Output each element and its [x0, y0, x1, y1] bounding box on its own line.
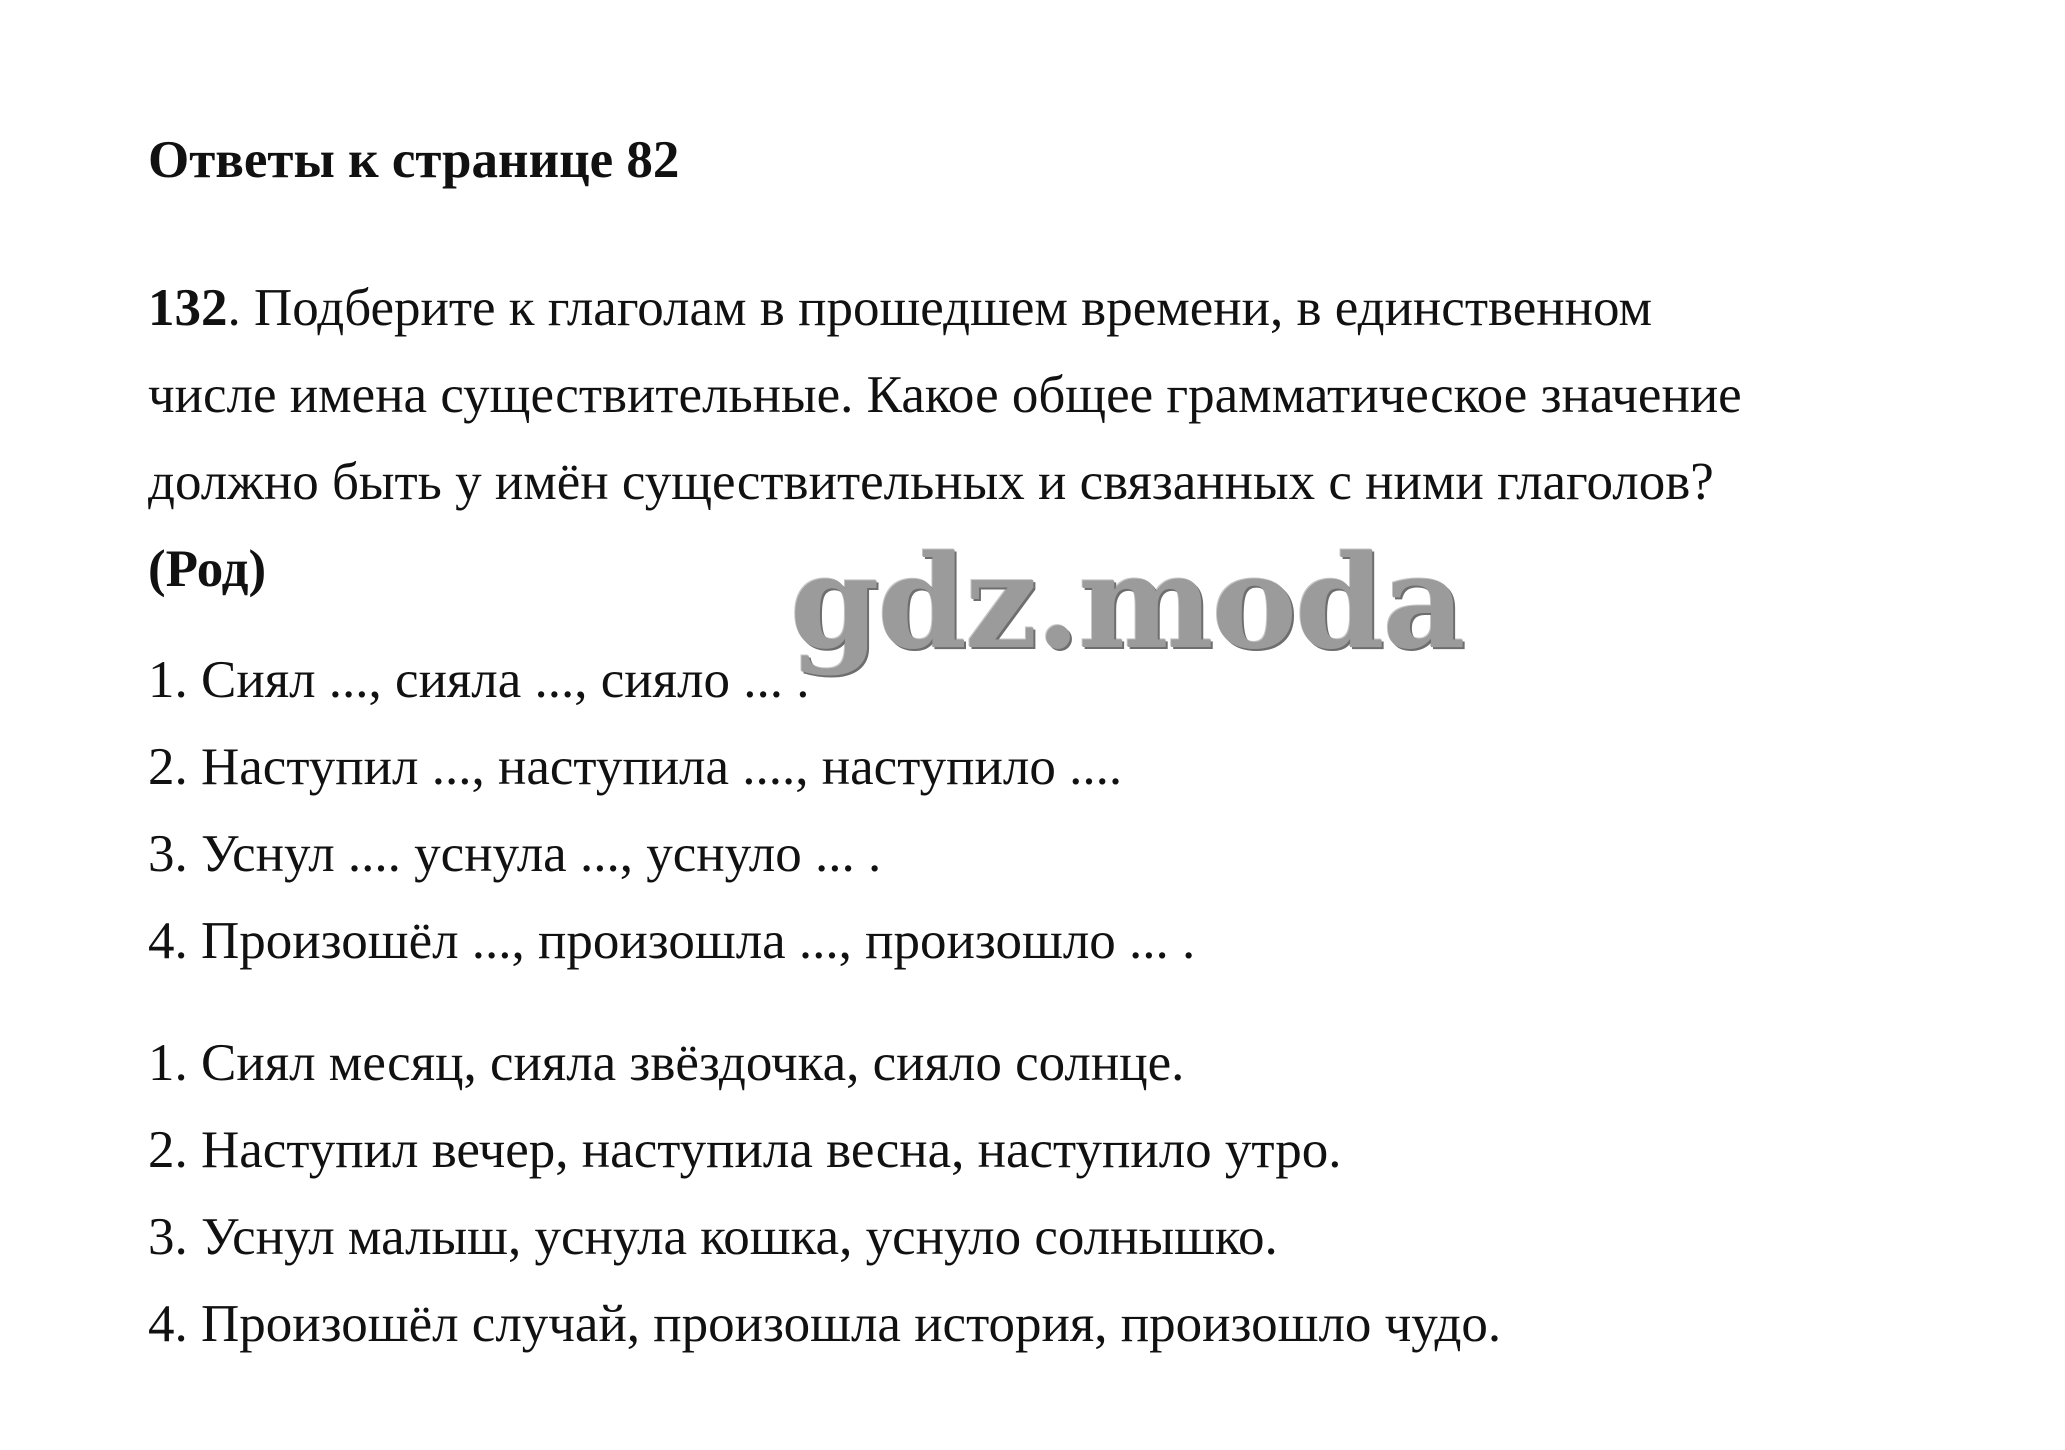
prompt-list: [148, 637, 1948, 985]
task-line-1-text: . Подберите к глаголам в прошедшем времени, в единственном: [227, 279, 1652, 337]
task-line-2: числе имена существительные. Какое общее грамматическое значение: [148, 366, 1742, 424]
task-line-3: должно быть у имён существительных и связанных с ними глаголов?: [148, 453, 1714, 511]
page-title: Ответы к странице 82: [148, 131, 680, 189]
prompt-item-2: 2. Наступил ..., наступила ...., наступило ....: [148, 738, 1123, 796]
prompt-item-4: 4. Произошёл ..., произошла ..., произошло ... .: [148, 912, 1196, 970]
answer-item-1: 1. Сиял месяц, сияла звёздочка, сияло солнце.: [148, 1034, 1185, 1092]
prompt-item-3: 3. Уснул .... уснула ..., уснуло ... .: [148, 825, 882, 883]
answer-item-3: 3. Уснул малыш, уснула кошка, уснуло солнышко.: [148, 1208, 1278, 1266]
watermark-logo: gdz.moda: [790, 528, 1464, 678]
task-number: 132: [148, 279, 228, 337]
answer-list: [148, 1020, 1948, 1368]
task-line-1: [148, 265, 1948, 352]
answer-item-2: 2. Наступил вечер, наступила весна, наступило утро.: [148, 1121, 1342, 1179]
prompt-item-1: 1. Сиял ..., сияла ..., сияло ... .: [148, 651, 810, 709]
answer-item-4: 4. Произошёл случай, произошла история, произошло чудо.: [148, 1295, 1502, 1353]
task-hint: (Род): [148, 540, 267, 598]
